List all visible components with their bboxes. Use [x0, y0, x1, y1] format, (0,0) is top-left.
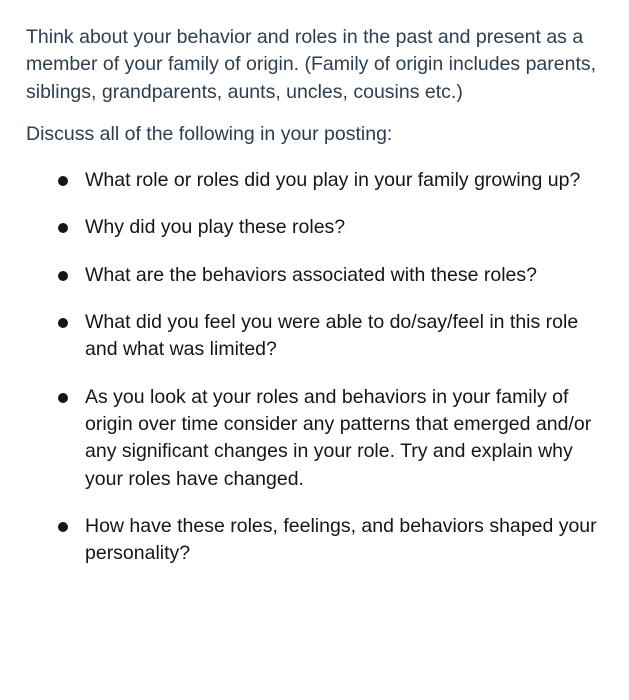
bullet-icon — [58, 223, 68, 233]
bullet-icon — [58, 271, 68, 281]
question-text: Why did you play these roles? — [85, 216, 346, 239]
intro-paragraph: Think about your behavior and roles in the past and present as a member of your family of origin. (Family of origin includes parents, siblings, grandparents, aunts, uncles, cousins etc.) — [26, 26, 597, 103]
question-list — [26, 167, 615, 567]
list-item — [26, 262, 615, 289]
list-item — [26, 214, 615, 241]
question-text: How have these roles, feelings, and behaviors shaped your personality? — [85, 514, 597, 565]
bullet-icon — [58, 522, 68, 532]
list-item — [26, 513, 615, 568]
list-item — [26, 167, 615, 194]
bullet-icon — [58, 393, 68, 403]
list-item — [26, 309, 615, 364]
discussion-instruction: Discuss all of the following in your posting: — [26, 122, 393, 145]
bullet-icon — [58, 318, 68, 328]
question-text: What are the behaviors associated with these roles? — [85, 263, 537, 286]
bullet-icon — [58, 176, 68, 186]
list-item — [26, 384, 615, 493]
question-text: As you look at your roles and behaviors in your family of origin over time consider any patterns that emerged and/or any significant changes in your role. Try and explain why your roles have changed. — [85, 385, 592, 490]
question-text: What role or roles did you play in your family growing up? — [85, 169, 581, 192]
question-text: What did you feel you were able to do/say/feel in this role and what was limited? — [85, 311, 579, 361]
